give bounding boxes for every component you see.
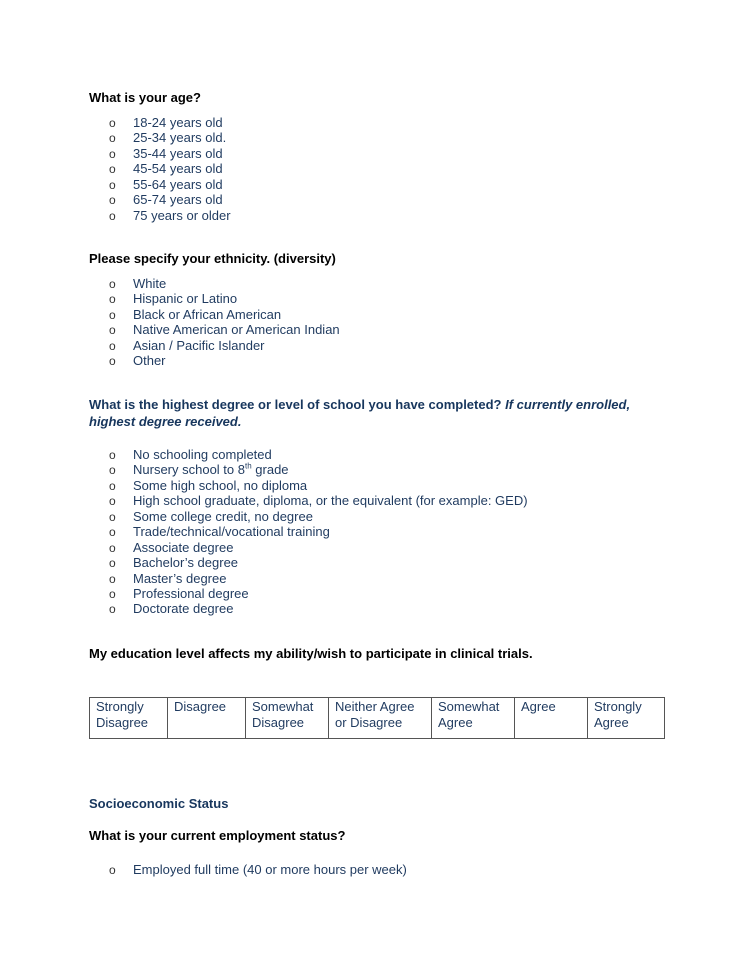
education-option[interactable]: o Professional degree xyxy=(109,585,249,601)
education-option[interactable]: o No schooling completed xyxy=(109,447,272,462)
ethnicity-option[interactable]: o White xyxy=(109,276,167,291)
radio-bullet-icon[interactable]: o xyxy=(109,478,116,493)
education-option[interactable]: o Doctorate degree xyxy=(109,601,234,617)
education-question-note: If currently enrolled, highest degree received. xyxy=(89,397,631,429)
radio-bullet-icon[interactable]: o xyxy=(109,602,116,617)
likert-option-strongly-disagree[interactable]: Strongly Disagree xyxy=(90,698,168,739)
ethnicity-question: Please specify your ethnicity. (diversity) xyxy=(89,251,336,266)
ethnicity-option[interactable]: o Other xyxy=(109,353,166,369)
radio-bullet-icon[interactable]: o xyxy=(109,494,116,509)
education-option[interactable]: o High school graduate, diploma, or the equivalent (for example: GED) xyxy=(109,493,528,509)
radio-bullet-icon[interactable]: o xyxy=(109,177,116,192)
education-option[interactable]: o Bachelor’s degree xyxy=(109,555,239,571)
likert-option-agree[interactable]: Agree xyxy=(515,698,588,739)
radio-bullet-icon[interactable]: o xyxy=(109,307,116,322)
ethnicity-option[interactable]: o Hispanic or Latino xyxy=(109,291,238,307)
radio-bullet-icon[interactable]: o xyxy=(109,208,116,223)
education-option[interactable]: o Some college credit, no degree xyxy=(109,508,313,524)
education-option[interactable]: o Associate degree xyxy=(109,539,234,555)
education-option[interactable]: o Trade/technical/vocational training xyxy=(109,524,330,540)
radio-bullet-icon[interactable]: o xyxy=(109,540,116,555)
age-option[interactable]: o 25-34 years old. xyxy=(109,130,227,146)
radio-bullet-icon[interactable]: o xyxy=(109,277,116,291)
age-option[interactable]: o 18-24 years old xyxy=(109,115,223,130)
radio-bullet-icon[interactable]: o xyxy=(109,116,116,130)
age-option[interactable]: o 55-64 years old xyxy=(109,176,223,192)
section-heading-socioeconomic: Socioeconomic Status xyxy=(89,796,229,811)
likert-row xyxy=(90,698,665,739)
education-question-text: What is the highest degree or level of school you have completed? xyxy=(89,397,502,412)
ethnicity-option[interactable]: o Native American or American Indian xyxy=(109,322,340,338)
radio-bullet-icon[interactable]: o xyxy=(109,162,116,177)
employment-question: What is your current employment status? xyxy=(89,828,346,843)
age-options xyxy=(109,115,231,223)
ethnicity-option[interactable]: o Asian / Pacific Islander xyxy=(109,337,265,353)
employment-options xyxy=(109,862,407,877)
radio-bullet-icon[interactable]: o xyxy=(109,571,116,586)
likert-scale-table xyxy=(89,697,665,739)
radio-bullet-icon[interactable]: o xyxy=(109,146,116,161)
age-question: What is your age? xyxy=(89,90,201,105)
radio-bullet-icon[interactable]: o xyxy=(109,131,116,146)
ethnicity-options xyxy=(109,276,340,369)
likert-option-disagree[interactable]: Disagree xyxy=(168,698,246,739)
radio-bullet-icon[interactable]: o xyxy=(109,586,116,601)
education-question xyxy=(89,396,664,430)
education-option[interactable]: o Master’s degree xyxy=(109,570,227,586)
likert-option-somewhat-agree[interactable]: Somewhat Agree xyxy=(432,698,515,739)
radio-bullet-icon[interactable]: o xyxy=(109,525,116,540)
education-options xyxy=(109,447,528,617)
ethnicity-option[interactable]: o Black or African American xyxy=(109,306,282,322)
likert-option-somewhat-disagree[interactable]: Somewhat Disagree xyxy=(246,698,329,739)
radio-bullet-icon[interactable]: o xyxy=(109,448,116,462)
radio-bullet-icon[interactable]: o xyxy=(109,463,116,478)
education-effect-statement: My education level affects my ability/wish to participate in clinical trials. xyxy=(89,646,533,661)
likert-option-neither[interactable]: Neither Agree or Disagree xyxy=(329,698,432,739)
radio-bullet-icon[interactable]: o xyxy=(109,323,116,338)
age-option[interactable]: o 65-74 years old xyxy=(109,192,223,208)
age-option[interactable]: o 45-54 years old xyxy=(109,161,223,177)
radio-bullet-icon[interactable]: o xyxy=(109,338,116,353)
employment-option[interactable]: o Employed full time (40 or more hours per week) xyxy=(109,862,407,877)
age-option[interactable]: o 75 years or older xyxy=(109,207,231,223)
radio-bullet-icon[interactable]: o xyxy=(109,509,116,524)
education-option[interactable]: o Nursery school to 8th grade xyxy=(109,462,289,478)
radio-bullet-icon[interactable]: o xyxy=(109,863,116,877)
radio-bullet-icon[interactable]: o xyxy=(109,354,116,369)
likert-option-strongly-agree[interactable]: Strongly Agree xyxy=(588,698,665,739)
radio-bullet-icon[interactable]: o xyxy=(109,292,116,307)
age-option[interactable]: o 35-44 years old xyxy=(109,145,223,161)
radio-bullet-icon[interactable]: o xyxy=(109,193,116,208)
education-option[interactable]: o Some high school, no diploma xyxy=(109,477,308,493)
radio-bullet-icon[interactable]: o xyxy=(109,556,116,571)
